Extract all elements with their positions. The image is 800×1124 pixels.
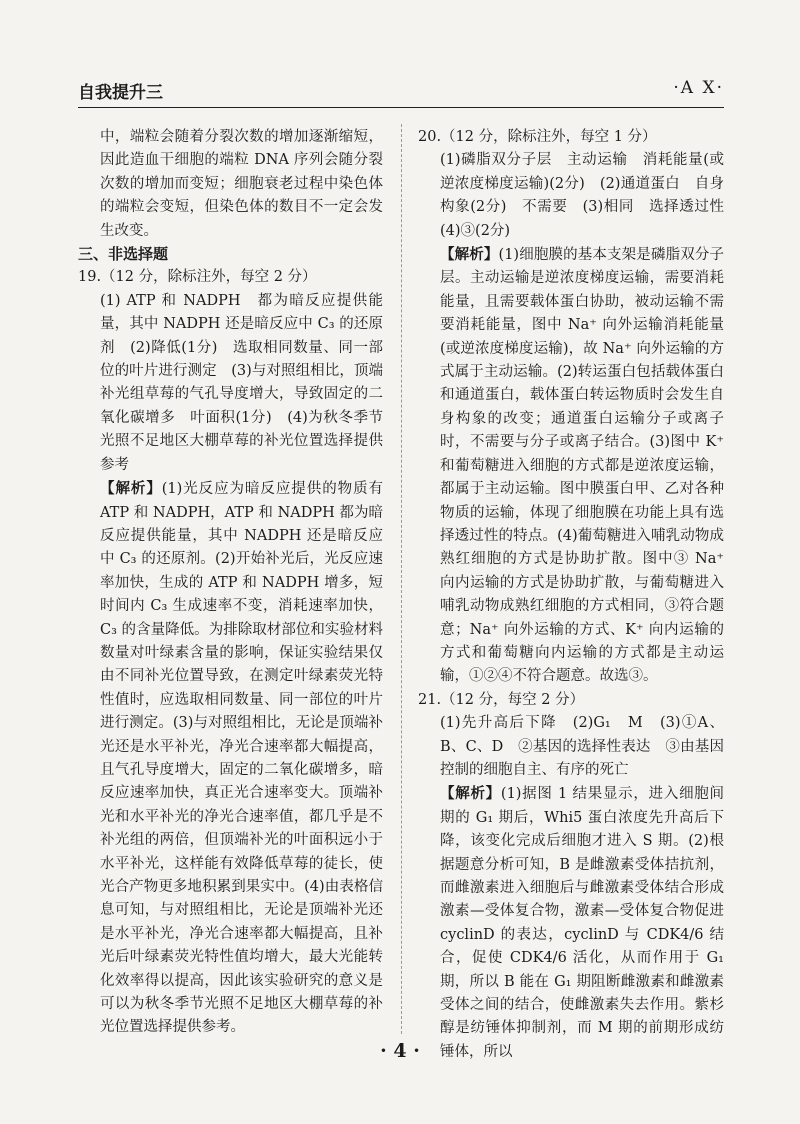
q19-analysis — [78, 477, 383, 1040]
header-edition-mark: ·A X· — [673, 78, 724, 98]
q19-analysis-text: (1)光反应为暗反应提供的物质有 ATP 和 NADPH，ATP 和 NADPH 都为暗反应提供能量，其中 NADPH 还是暗反应中 C₃ 的还原剂。(2)开始补光后，光反应速率加快，生成的 ATP 和 NADPH 增多，短时间内 C₃ 生成速率不变，消耗速率加快，C₃ 的含量降低。为排除取材部位和实验材料数量对叶绿素含量的影响，保证实验结果仅由不同补光位置导致，在测定叶绿素荧光特性值时，应选取相同数量、同一部位的叶片进行测定。(3)与对照组相比，无论是顶端补光还是水平补光，净光合速率都大幅提高，且气孔导度增大，固定的二氧化碳增多，暗反应速率加快，真正光合速率变大。顶端补光和水平补光的净光合速率值，都几乎是不补光组的两倍，但顶端补光的叶面积远小于水平补光，这样能有效降低草莓的徒长，使光合产物更多地积累到果实中。(4)由表格信息可知，与对照组相比，无论是顶端补光还是水平补光，净光合速率都大幅提高，且补光后叶绿素荧光特性值均增大，最大光能转化效率得以提高，因此该实验研究的意义是可以为秋冬季节光照不足地区大棚草莓的补光位置选择提供参考。 — [100, 481, 384, 1036]
header-divider — [78, 107, 724, 108]
q20-analysis — [418, 243, 724, 689]
q21-analysis-text: (1)据图 1 结果显示，进入细胞间期的 G₁ 期后，Whi5 蛋白浓度先升高后下降，该变化完成后细胞才进入 S 期。(2)根据题意分析可知，B 是雌激素受体拮抗剂，而雌激素进入细胞后与雌激素受体结合形成激素—受体复合物，激素—受体复合物促进 cyclinD 的表达，cyclinD 与 CDK4/6 结合，促使 CDK4/6 活化，从而作用于 G₁ 期，所以 B 能在 G₁ 期阻断雌激素和雌激素受体之间的结合，使雌激素失去作用。紫杉醇是纺锤体抑制剂，而 M 期的前期形成纺锤体，所以 — [440, 786, 725, 1060]
q21-analysis — [418, 782, 724, 1064]
q20-analysis-text: (1)细胞膜的基本支架是磷脂双分子层。主动运输是逆浓度梯度运输，需要消耗能量，且需要载体蛋白协助，被动运输不需要消耗能量，图中 Na⁺ 向外运输消耗能量(或逆浓度梯度运输)，故 Na⁺ 向外运输的方式属于主动运输。(2)转运蛋白包括载体蛋白和通道蛋白，载体蛋白转运物质时会发生自身构象的改变；通道蛋白运输分子或离子时，不需要与分子或离子结合。(3)图中 K⁺ 和葡萄糖进入细胞的方式都是逆浓度运输，都属于主动运输。图中膜蛋白甲、乙对各种物质的运输，体现了细胞膜在功能上具有选择透过性的特点。(4)葡萄糖进入哺乳动物成熟红细胞的方式是协助扩散。图中③ Na⁺ 向内运输的方式是协助扩散，与葡萄糖进入哺乳动物成熟红细胞的方式相同，③符合题意；Na⁺ 向外运输的方式、K⁺ 向内运输的方式和葡萄糖向内运输的方式都是主动运输，①②④不符合题意。故选③。 — [440, 247, 724, 685]
q21-analysis-tag: 【解析】 — [440, 785, 501, 803]
q20-answer: (1)磷脂双分子层 主动运输 消耗能量(或逆浓度梯度运输)(2分) (2)通道蛋白 自身构象(2分) 不需要 (3)相同 选择透过性 (4)③(2分) — [440, 152, 739, 239]
header-title: 自我提升三 — [78, 83, 163, 103]
right-column — [418, 126, 739, 1064]
column-divider — [401, 124, 402, 1034]
section-title: 三、非选择题 — [78, 245, 169, 264]
q20-analysis-tag: 【解析】 — [440, 246, 499, 264]
page-number: · 4 · — [380, 1040, 420, 1062]
q19-analysis-tag: 【解析】 — [100, 480, 162, 498]
left-column — [78, 126, 383, 1040]
q21-answer: (1)先升高后下降 (2)G₁ M (3)①A、B、C、D ②基因的选择性表达 ③由基因控制的细胞自主、有序的死亡 — [440, 715, 724, 778]
q19-header: 19.（12 分，除标注外，每空 2 分） — [78, 269, 317, 286]
q19-answer: (1) ATP 和 NADPH 都为暗反应提供能量，其中 NADPH 还是暗反应中 C₃ 的还原剂 (2)降低(1分) 选取相同数量、同一部位的叶片进行测定 (3)与对照组相比，顶端补光组草莓的气孔导度增大，导致固定的二氧化碳增多 叶面积(1分) (4)为秋冬季节光照不足地区大棚草莓的补光位置选择提供参考 — [100, 292, 383, 473]
q20-header: 20.（12 分，除标注外，每空 1 分） — [418, 129, 657, 145]
continued-paragraph: 中，端粒会随着分裂次数的增加逐渐缩短，因此造血干细胞的端粒 DNA 序列会随分裂次数的增加而变短；细胞衰老过程中染色体的端粒会变短，但染色体的数目不一定会发生改变。 — [100, 129, 383, 239]
page-header — [78, 74, 724, 104]
q21-header: 21.（12 分，每空 2 分） — [418, 691, 585, 708]
